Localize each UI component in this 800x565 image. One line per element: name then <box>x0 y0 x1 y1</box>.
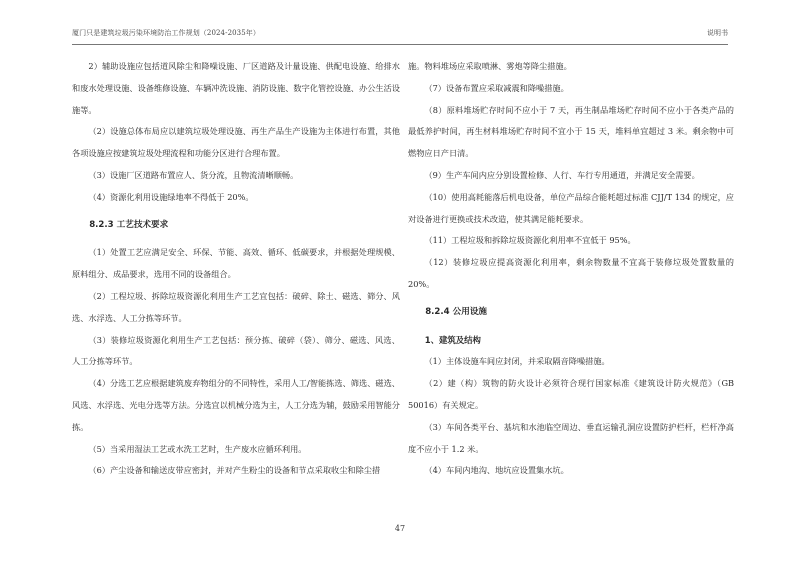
paragraph: （2）工程垃圾、拆除垃圾资源化利用生产工艺宜包括：破碎、除土、磁选、筛分、风选、水浮选、人工分拣等环节。 <box>72 290 400 323</box>
subsection-heading: 1、建筑及结构 <box>424 334 481 345</box>
paragraph: 2）辅助设施应包括道风除尘和降噪设施、厂区道路及计量设施、供配电设施、给排水和废水处理设施、设备维修设施、车辆冲洗设施、消防设施、数字化管控设施、办公生活设施等。 <box>72 61 400 115</box>
header-divider <box>72 44 728 45</box>
paragraph: （3）车间各类平台、基坑和水池临空周边、垂直运输孔洞应设置防护栏杆，栏杆净高度不应小于 1.2 米。 <box>408 421 734 454</box>
paragraph: （12）装修垃圾应提高资源化利用率，剩余物数量不宜高于装修垃圾处置数量的 20%。 <box>408 257 734 289</box>
left-column <box>72 56 400 482</box>
paragraph: （11）工程垃圾和拆除垃圾资源化利用率不宜低于 95%。 <box>424 235 636 246</box>
paragraph: （4）车间内地沟、地坑应设置集水坑。 <box>424 465 569 476</box>
paragraph: （2）设施总体布局应以建筑垃圾处理设施、再生产品生产设施为主体进行布置，其他各项设施应按建筑垃圾处理流程和功能分区进行合理布置。 <box>72 126 400 159</box>
paragraph: 施。物料堆场应采取喷淋、雾炮等降尘措施。 <box>408 61 572 71</box>
paragraph: （7）设备布置应采取减震和降噪措施。 <box>424 82 569 93</box>
page-number: 47 <box>394 524 406 533</box>
paragraph: （3）装修垃圾资源化利用生产工艺包括：预分拣、破碎（袋）、筛分、磁选、风选、人工分拣等环节。 <box>72 334 400 367</box>
right-column <box>408 56 734 482</box>
paragraph: （8）原料堆场贮存时间不应小于 7 天，再生制品堆场贮存时间不应小于各类产品的最低养护时间，再生材料堆场贮存时间不宜小于 15 天，堆料单宜超过 3 米。剩余物中可燃物应日产日清。 <box>408 104 734 159</box>
paragraph: （10）使用高耗能落后机电设备，单位产品综合能耗超过标准 CJJ/T 134 的规定，应对设备进行更换或技术改造，使其满足能耗要求。 <box>408 191 734 224</box>
paragraph: （5）当采用湿法工艺或水洗工艺时，生产废水应循环利用。 <box>88 443 307 454</box>
paragraph: （6）产尘设备和输送皮带应密封，并对产生粉尘的设备和节点采取收尘和除尘措 <box>88 465 381 476</box>
paragraph: （4）资源化利用设施绿地率不得低于 20%。 <box>88 191 254 202</box>
section-heading: 8.2.4 公用设施 <box>425 306 488 317</box>
document-header-section: 说明书 <box>707 29 728 37</box>
paragraph: （4）分选工艺应根据建筑废弃物组分的不同特性，采用人工/智能拣选、筛选、磁选、风选、水浮选、光电分选等方法。分选宜以机械分选为主，人工分选为辅，鼓励采用智能分拣。 <box>72 378 400 432</box>
paragraph: （3）设施厂区道路布置应人、货分流，且物流清晰顺畅。 <box>88 169 299 180</box>
paragraph: （1）处置工艺应满足安全、环保、节能、高效、循环、低碳要求，并根据处理规模、原料组分、成品要求，选用不同的设备组合。 <box>72 247 400 280</box>
section-heading: 8.2.3 工艺技术要求 <box>89 219 169 230</box>
paragraph: （2）建（构）筑物的防火设计必须符合现行国家标准《建筑设计防火规范》（GB 50016）有关规定。 <box>408 378 734 410</box>
document-header-title: 厦门只是建筑垃圾污染环境防治工作规划（2024-2035年） <box>72 29 260 37</box>
paragraph: （1）主体设施车间应封闭，并采取隔音降噪措施。 <box>424 356 610 367</box>
paragraph: （9）生产车间内应分别设置检修、人行、车行专用通道，并满足安全需要。 <box>424 169 700 180</box>
